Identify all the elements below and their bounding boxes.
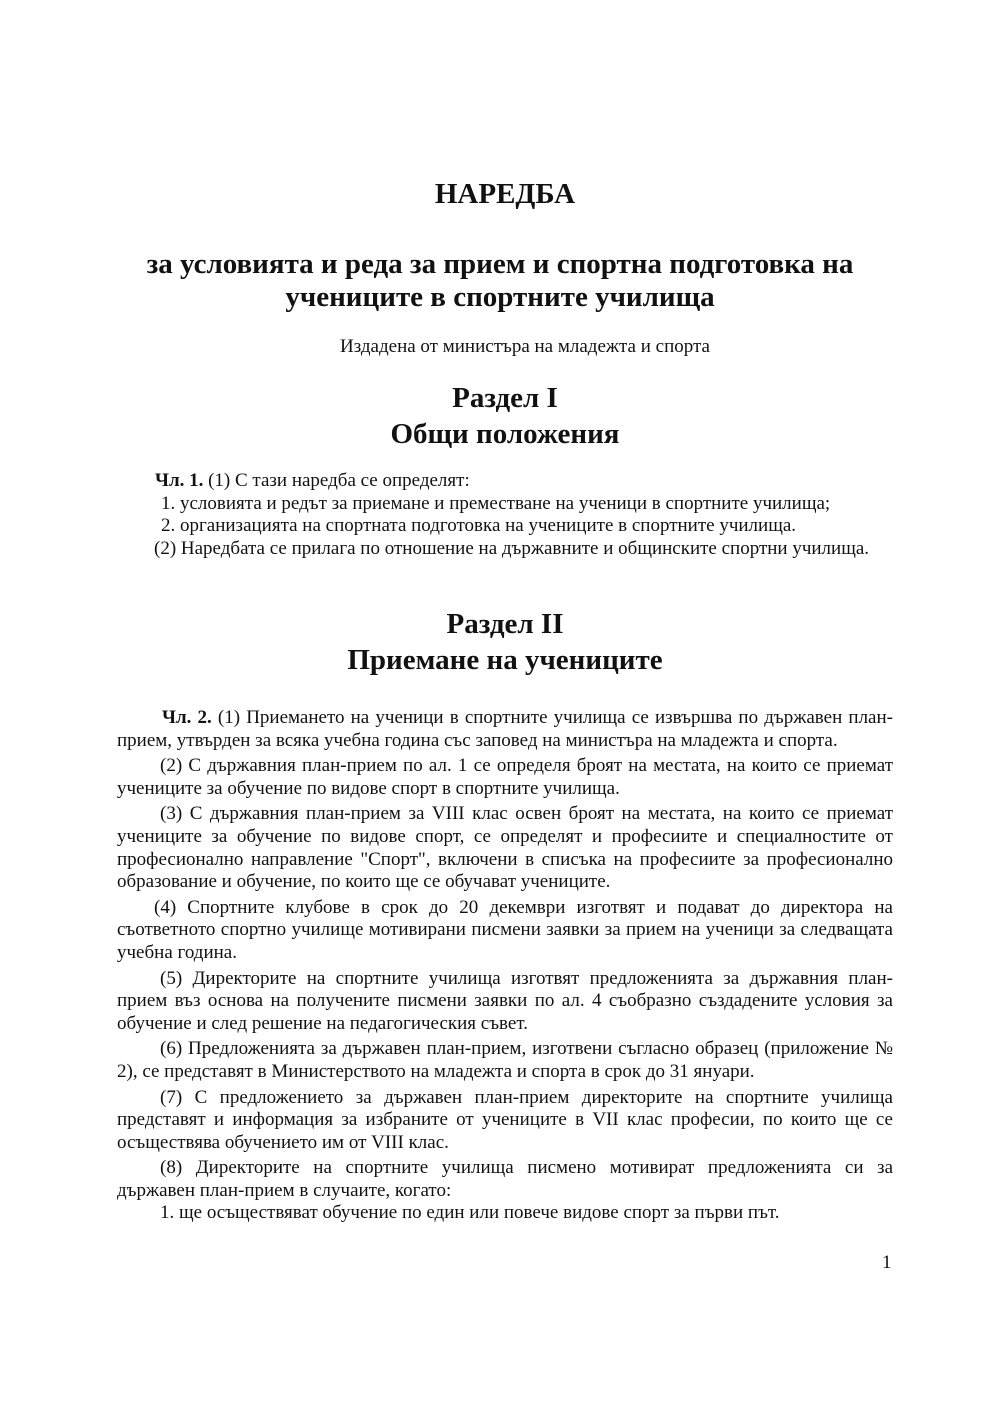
article-2 (117, 707, 893, 1225)
subtitle-line-2: учениците в спортните училища (285, 281, 715, 313)
article-2-paragraph-5: (5) Директорите на спортните училища изготвят предложенията за държавния план-прием въз основа на получените писмени заявки по ал. 4 съобразно създадените условия за обучение и след решение на педагогическия съвет. (117, 967, 893, 1034)
document-title: НАРЕДБА (434, 178, 576, 210)
article-2-paragraph-3: (3) С държавния план-прием за VIII клас освен броят на местата, на които се приемат учениците за обучение по видове спорт, се определят и професиите и специалностите от професионално направление "Спорт", включени в списъка на професиите за професионално образование и обучение, по които ще се обучават учениците. (117, 803, 893, 893)
section-1-name: Общи положения (390, 418, 620, 450)
article-2-item-1: 1. ще осъществяват обучение по един или повече видове спорт за първи път. (160, 1202, 780, 1224)
article-1-intro-text: (1) С тази наредба се определят: (203, 470, 470, 491)
article-2-paragraph-1-text: (1) Приемането на ученици в спортните училища се извършва по държавен план-прием, утвърден за всяка учебна година със заповед на министъра на младежта и спорта. (117, 707, 893, 751)
section-1-heading: Раздел I (452, 382, 558, 414)
article-1-item-1: 1. условията и редът за приемане и преместване на ученици в спортните училища; (161, 492, 831, 514)
article-1 (117, 470, 893, 560)
article-1-item-2: 2. организацията на спортната подготовка на учениците в спортните училища. (161, 515, 797, 537)
article-2-paragraph-1 (117, 707, 893, 752)
section-2-heading: Раздел II (446, 608, 564, 640)
article-1-label: Чл. 1. (155, 470, 204, 491)
article-2-paragraph-7: (7) С предложението за държавен план-прием директорите на спортните училища представят и информация за избраните от учениците в VII клас професии, по които ще се осъществява обучението им от VIII клас. (117, 1086, 893, 1153)
subtitle-line-1: за условията и реда за прием и спортна подготовка на (146, 248, 854, 280)
issued-by-line: Издадена от министъра на младежта и спорта (340, 336, 710, 357)
section-2-name: Приемане на учениците (347, 644, 663, 676)
article-2-paragraph-6: (6) Предложенията за държавен план-прием, изготвени съгласно образец (приложение № 2), се представят в Министерството на младежта и спорта в срок до 31 януари. (117, 1038, 893, 1082)
article-2-label: Чл. 2. (162, 707, 212, 728)
article-2-paragraph-8: (8) Директорите на спортните училища писмено мотивират предложенията си за държавен план-прием в случаите, когато: (117, 1157, 893, 1201)
article-1-paragraph-2: (2) Наредбата се прилага по отношение на държавните и общинските спортни училища. (154, 537, 870, 559)
page-number: 1 (882, 1252, 892, 1273)
section-2-heading-block (5, 606, 1000, 678)
document-subtitle (0, 248, 1000, 314)
article-2-paragraph-2: (2) С държавния план-прием по ал. 1 се определя броят на местата, на които се приемат учениците за обучение по видове спорт в спортните училища. (117, 755, 893, 799)
section-1-heading-block (5, 380, 1000, 452)
article-1-intro (117, 470, 893, 493)
article-2-paragraph-4: (4) Спортните клубове в срок до 20 декември изготвят и подават до директора на съответното спортно училище мотивирани писмени заявки за прием на ученици за следващата учебна година. (117, 896, 893, 963)
